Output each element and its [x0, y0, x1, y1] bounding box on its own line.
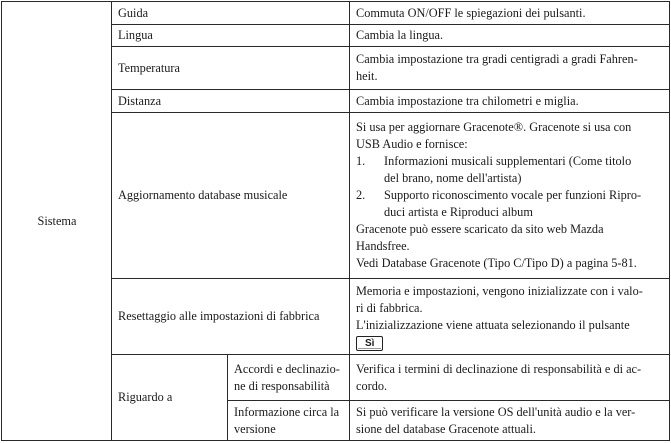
setting-desc-guida: Commuta ON/OFF le spiegazioni dei pulsanti. — [350, 2, 670, 25]
setting-desc-lingua: Cambia la lingua. — [350, 25, 670, 47]
setting-desc-temperatura — [350, 47, 670, 90]
desc-line: Vedi Database Gracenote (Tipo C/Tipo D) a pagina 5-81. — [356, 256, 637, 270]
setting-label-guida: Guida — [112, 2, 350, 25]
list-line: Supporto riconoscimento vocale per funzioni Ripro- — [384, 188, 642, 202]
label-line: Informazione circa la — [234, 404, 340, 419]
setting-label-distanza: Distanza — [112, 90, 350, 113]
about-sub-label-versione — [228, 401, 350, 441]
setting-label-temperatura: Temperatura — [112, 47, 350, 90]
desc-line: USB Audio e fornisce: — [356, 137, 468, 151]
about-sub-desc-versione — [350, 401, 670, 441]
settings-table — [1, 1, 670, 441]
desc-line: Si usa per aggiornare Gracenote®. Gracenote si usa con — [356, 120, 632, 134]
about-sub-desc-accordi — [350, 355, 670, 401]
list-line: del brano, nome dell'artista) — [384, 171, 522, 185]
desc-line: heit. — [356, 69, 378, 83]
setting-desc-resettaggio — [350, 279, 670, 355]
about-sub-label-accordi — [228, 355, 350, 401]
label-line: ne di responsabilità — [234, 378, 330, 393]
setting-label-aggiornamento: Aggiornamento database musicale — [112, 113, 350, 279]
desc-line: L'inizializzazione viene attuata selezionando il pulsante — [356, 317, 630, 332]
setting-desc-distanza: Cambia impostazione tra chilometri e miglia. — [350, 90, 670, 113]
section-label: Sistema — [2, 2, 112, 441]
desc-line: Cambia impostazione tra gradi centigradi a gradi Fahren- — [356, 52, 638, 66]
label-line: versione — [234, 421, 276, 436]
desc-line: cordo. — [356, 378, 388, 393]
desc-line: Handsfree. — [356, 239, 410, 253]
setting-label-lingua: Lingua — [112, 25, 350, 47]
desc-line: Gracenote può essere scaricato da sito web Mazda — [356, 222, 604, 236]
table-row — [2, 2, 670, 25]
desc-line: sione del database Gracenote attuali. — [356, 421, 536, 436]
desc-line: Si può verificare la versione OS dell'unità audio e la ver- — [356, 404, 636, 419]
list-line: Informazioni musicali supplementari (Come titolo — [384, 154, 632, 168]
setting-desc-aggiornamento — [350, 113, 670, 279]
desc-line: ri di fabbrica. — [356, 300, 423, 315]
list-item — [356, 187, 664, 221]
si-button: Sì — [356, 336, 383, 351]
list-number: 1. — [356, 154, 366, 168]
list-number: 2. — [356, 188, 366, 202]
label-line: Accordi e declinazio- — [234, 361, 340, 376]
about-label: Riguardo a — [112, 355, 228, 441]
desc-line: Verifica i termini di declinazione di responsabilità e di ac- — [356, 361, 642, 376]
setting-label-resettaggio: Resettaggio alle impostazioni di fabbrica — [112, 279, 350, 355]
desc-line: Memoria e impostazioni, vengono inizializzate con i valo- — [356, 283, 643, 298]
list-line: duci artista e Riproduci album — [384, 205, 533, 219]
list-item — [356, 153, 664, 187]
